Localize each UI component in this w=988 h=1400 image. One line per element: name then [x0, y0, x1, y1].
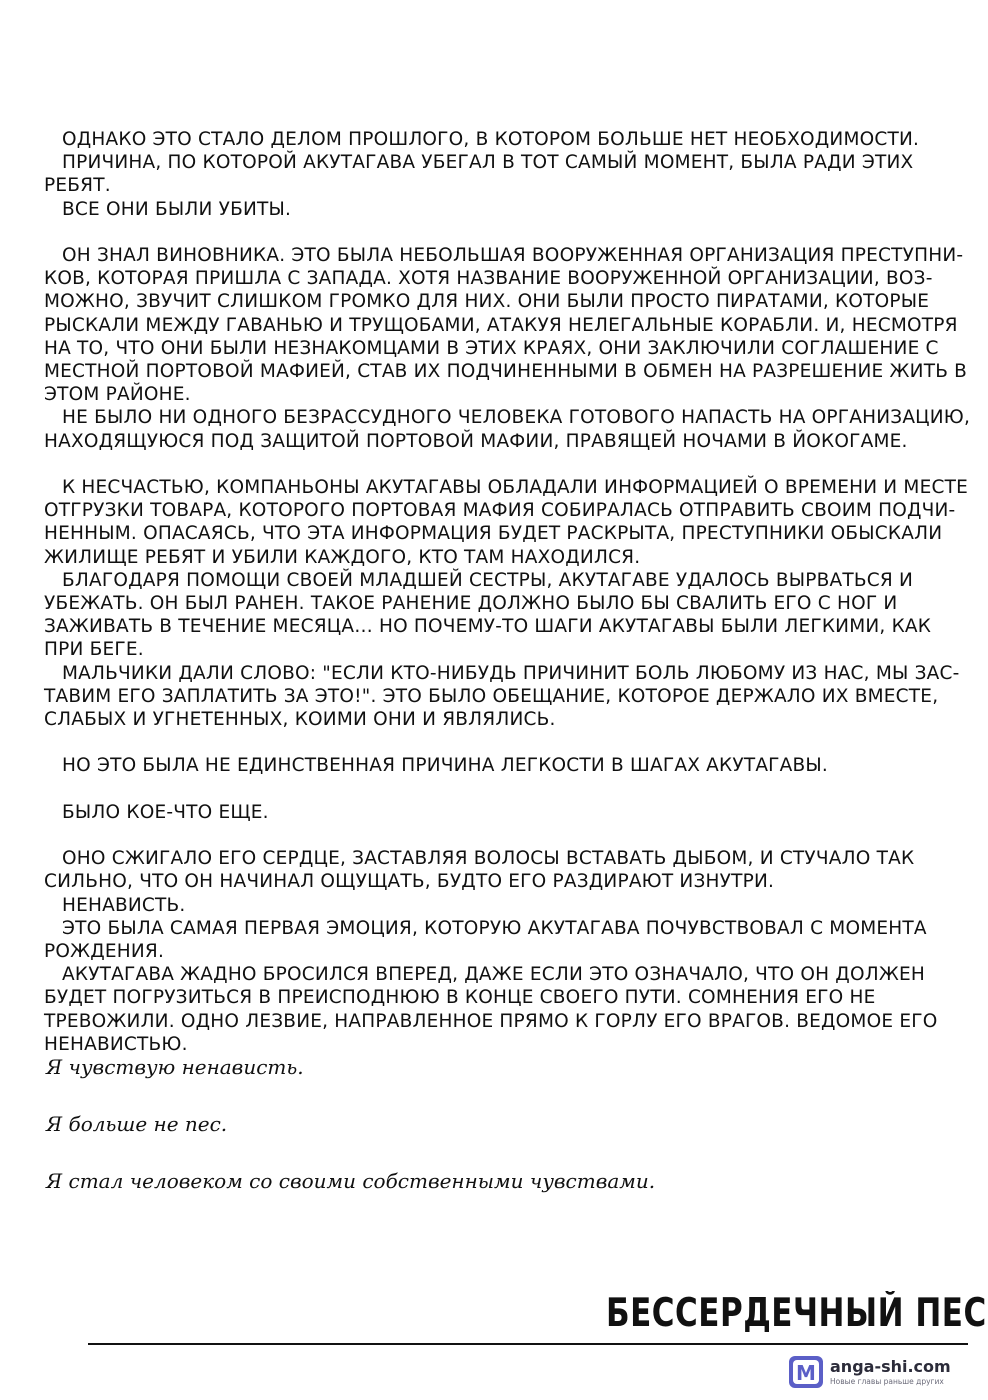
paragraph: ПРИЧИНА, ПО КОТОРОЙ АКУТАГАВА УБЕГАЛ В ТОТ САМЫЙ МОМЕНТ, БЫЛА РАДИ ЭТИХ РЕБЯТ.: [44, 152, 914, 197]
paragraph: ОНО СЖИГАЛО ЕГО СЕРДЦЕ, ЗАСТАВЛЯЯ ВОЛОСЫ ВСТАВАТЬ ДЫБОМ, И СТУЧАЛО ТАК СИЛЬНО, ЧТО ОН НАЧИНАЛ ОЩУЩАТЬ, БУДТО ЕГО РАЗДИРАЮТ ИЗНУТРИ.: [44, 848, 915, 893]
paragraph: ОН ЗНАЛ ВИНОВНИКА. ЭТО БЫЛА НЕБОЛЬШАЯ ВООРУЖЕННАЯ ОРГАНИЗАЦИЯ ПРЕСТУПНИ-КОВ, КОТОРАЯ ПРИШЛА С ЗАПАДА. ХОТЯ НАЗВАНИЕ ВООРУЖЕННОЙ ОРГАНИЗАЦИИ, ВОЗ-МОЖНО, ЗВУЧИТ СЛИШКОМ ГРОМКО ДЛЯ НИХ. ОНИ БЫЛИ ПРОСТО ПИРАТАМИ, КОТОРЫЕ РЫСКАЛИ МЕЖДУ ГАВАНЬЮ И ТРУЩОБАМИ, АТАКУЯ НЕЛЕГАЛЬНЫЕ КОРАБЛИ. И, НЕСМОТРЯ НА ТО, ЧТО ОНИ БЫЛИ НЕЗНАКОМЦАМИ В ЭТИХ КРАЯХ, ОНИ ЗАКЛЮЧИЛИ СОГЛАШЕНИЕ С МЕСТНОЙ ПОРТОВОЙ МАФИЕЙ, СТАВ ИХ ПОДЧИНЕННЫМИ В ОБМЕН НА РАЗРЕШЕНИЕ ЖИТЬ В ЭТОМ РАЙОНЕ.: [44, 245, 968, 406]
watermark-text: [830, 1356, 951, 1386]
paragraph: НЕНАВИСТЬ.: [62, 894, 186, 916]
paragraph: НЕ БЫЛО НИ ОДНОГО БЕЗРАССУДНОГО ЧЕЛОВЕКА ГОТОВОГО НАПАСТЬ НА ОРГАНИЗАЦИЮ, НАХОДЯЩУЮСЯ ПОД ЗАЩИТОЙ ПОРТОВОЙ МАФИИ, ПРАВЯЩЕЙ НОЧАМИ В ЙОКОГАМЕ.: [44, 407, 971, 452]
site-name: anga-shi.com: [830, 1356, 951, 1376]
paragraph-gap: [44, 778, 974, 801]
paragraph: МАЛЬЧИКИ ДАЛИ СЛОВО: "ЕСЛИ КТО-НИБУДЬ ПРИЧИНИТ БОЛЬ ЛЮБОМУ ИЗ НАС, МЫ ЗАС-ТАВИМ ЕГО ЗАПЛАТИТЬ ЗА ЭТО!". ЭТО БЫЛО ОБЕЩАНИЕ, КОТОРОЕ ДЕРЖАЛО ИХ ВМЕСТЕ, СЛАБЫХ И УГНЕТЕННЫХ, КОИМИ ОНИ И ЯВЛЯЛИСЬ.: [44, 662, 960, 731]
closing-line: Я чувствую ненависть.: [46, 1055, 304, 1079]
paragraph: БЛАГОДАРЯ ПОМОЩИ СВОЕЙ МЛАДШЕЙ СЕСТРЫ, АКУТАГАВЕ УДАЛОСЬ ВЫРВАТЬСЯ И УБЕЖАТЬ. ОН БЫЛ РАНЕН. ТАКОЕ РАНЕНИЕ ДОЛЖНО БЫЛО БЫ СВАЛИТЬ ЕГО С НОГ И ЗАЖИВАТЬ В ТЕЧЕНИЕ МЕСЯЦА… НО ПОЧЕМУ-ТО ШАГИ АКУТАГАВЫ БЫЛИ ЛЕГКИМИ, КАК ПРИ БЕГЕ.: [44, 569, 932, 661]
paragraph-gap: [44, 824, 974, 847]
paragraph: АКУТАГАВА ЖАДНО БРОСИЛСЯ ВПЕРЕД, ДАЖЕ ЕСЛИ ЭТО ОЗНАЧАЛО, ЧТО ОН ДОЛЖЕН БУДЕТ ПОГРУЗИТЬСЯ В ПРЕИСПОДНЮЮ В КОНЦЕ СВОЕГО ПУТИ. СОМНЕНИЯ ЕГО НЕ ТРЕВОЖИЛИ. ОДНО ЛЕЗВИЕ, НАПРАВЛЕННОЕ ПРЯМО К ГОРЛУ ЕГО ВРАГОВ. ВЕДОМОЕ ЕГО НЕНАВИСТЬЮ.: [44, 964, 938, 1055]
paragraph: НО ЭТО БЫЛА НЕ ЕДИНСТВЕННАЯ ПРИЧИНА ЛЕГКОСТИ В ШАГАХ АКУТАГАВЫ.: [62, 755, 829, 777]
paragraph-gap: [44, 221, 974, 244]
paragraph-gap: [44, 453, 974, 476]
watermark: [788, 1349, 984, 1395]
paragraph: ЭТО БЫЛА САМАЯ ПЕРВАЯ ЭМОЦИЯ, КОТОРУЮ АКУТАГАВА ПОЧУВСТВОВАЛ С МОМЕНТА РОЖДЕНИЯ.: [44, 917, 927, 963]
paragraph: ВСЕ ОНИ БЫЛИ УБИТЫ.: [62, 198, 292, 220]
site-logo-icon: [788, 1353, 826, 1391]
paragraph: БЫЛО КОЕ-ЧТО ЕЩЕ.: [62, 801, 269, 823]
closing-lines: [46, 1055, 946, 1226]
footer-rule: [88, 1343, 968, 1345]
body-text: [44, 128, 974, 1056]
closing-line: Я больше не пес.: [46, 1112, 228, 1136]
logo-letter: M: [796, 1361, 816, 1385]
closing-line: Я стал человеком со своими собственными чувствами.: [46, 1169, 656, 1193]
paragraph: К НЕСЧАСТЬЮ, КОМПАНЬОНЫ АКУТАГАВЫ ОБЛАДАЛИ ИНФОРМАЦИЕЙ О ВРЕМЕНИ И МЕСТЕ ОТГРУЗКИ ТОВАРА, КОТОРОГО ПОРТОВАЯ МАФИЯ СОБИРАЛАСЬ ОТПРАВИТЬ СВОИМ ПОДЧИ-НЕННЫМ. ОПАСАЯСЬ, ЧТО ЭТА ИНФОРМАЦИЯ БУДЕТ РАСКРЫТА, ПРЕСТУПНИКИ ОБЫСКАЛИ ЖИЛИЩЕ РЕБЯТ И УБИЛИ КАЖДОГО, КТО ТАМ НАХОДИЛСЯ.: [44, 477, 968, 568]
paragraph-gap: [44, 731, 974, 754]
site-tagline: Новые главы раньше других: [830, 1376, 944, 1386]
chapter-title: БЕССЕРДЕЧНЫЙ ПЕС: [606, 1291, 987, 1336]
paragraph: ОДНАКО ЭТО СТАЛО ДЕЛОМ ПРОШЛОГО, В КОТОРОМ БОЛЬШЕ НЕТ НЕОБХОДИМОСТИ.: [62, 129, 920, 150]
